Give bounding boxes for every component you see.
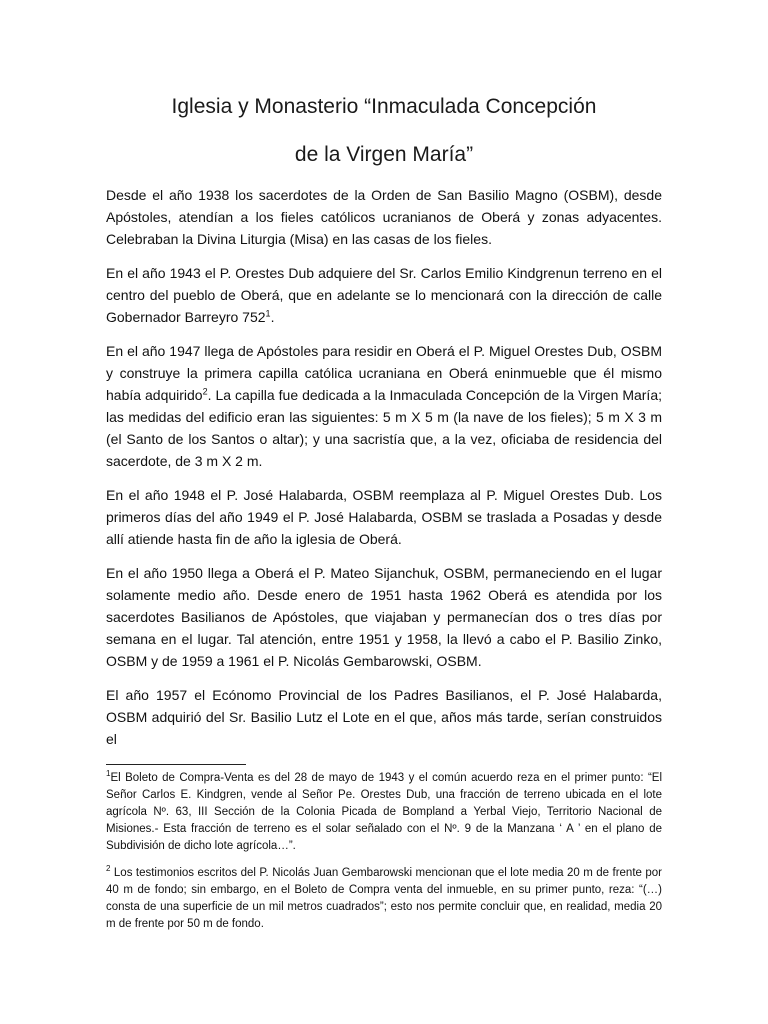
paragraph-2 [106, 262, 662, 328]
paragraph-text-tail: . La capilla fue dedicada a la Inmaculada Concepción de la Virgen María; las medidas del edificio eran las siguientes: 5 m X 5 m (la nave de los fieles); 5 m X 3 m (el Santo de los Santos o altar); y una sacristía que, a la vez, oficiaba de residencia del sacerdote, de 3 m X 2 m. [106, 387, 662, 469]
footnote-1 [106, 770, 662, 855]
footnote-ref-1[interactable]: 1 [265, 308, 271, 319]
footnotes [106, 770, 662, 943]
footnote-text: Los testimonios escritos del P. Nicolás Juan Gembarowski mencionan que el lote media 20 m de frente por 40 m de fondo; sin embargo, en el Boleto de Compra venta del inmueble, en su primer punto, reza: “(…) consta de una superficie de un mil metros cuadrados”; esto nos permite concluir que, en realidad, media 20 m de frente por 50 m de fondo. [106, 867, 662, 930]
paragraph-1 [106, 184, 662, 250]
paragraph-text: El año 1957 el Ecónomo Provincial de los Padres Basilianos, el P. José Halabarda, OSBM adquirió del Sr. Basilio Lutz el Lote en el que, años más tarde, serían construidos el [106, 687, 662, 747]
paragraph-3 [106, 340, 662, 472]
paragraph-text: En el año 1950 llega a Oberá el P. Mateo Sijanchuk, OSBM, permaneciendo en el lugar solamente medio año. Desde enero de 1951 hasta 1962 Oberá es atendida por los sacerdotes Basilianos de Apóstoles, que viajaban y permanecían dos o tres días por semana en el lugar. Tal atención, entre 1951 y 1958, la llevó a cabo el P. Basilio Zinko, OSBM y de 1959 a 1961 el P. Nicolás Gembarowski, OSBM. [106, 565, 662, 669]
paragraph-text-tail: . [270, 309, 275, 325]
document-title-line-2: de la Virgen María” [294, 143, 474, 166]
paragraph-4 [106, 484, 662, 550]
footnote-text: El Boleto de Compra-Venta es del 28 de mayo de 1943 y el común acuerdo reza en el primer punto: “El Señor Carlos E. Kindgren, vende al Señor Pe. Orestes Dub, una fracción de terreno ubicada en el lote agrícola Nº. 63, III Sección de la Colonia Picada de Bompland a Yerbal Viejo, Territorio Nacional de Misiones.- Esta fracción de terreno es el solar señalado con el Nº. 9 de la Manzana ‘ A ’ en el plano de Subdivisión de dicho lote agrícola…”. [106, 772, 662, 852]
footnote-separator [106, 764, 246, 765]
footnote-mark: 2 [106, 864, 111, 874]
footnote-2 [106, 865, 662, 933]
paragraph-text: En el año 1948 el P. José Halabarda, OSBM reemplaza al P. Miguel Orestes Dub. Los primeros días del año 1949 el P. José Halabarda, OSBM se traslada a Posadas y desde allí atiende hasta fin de año la iglesia de Oberá. [106, 487, 662, 547]
document-body [106, 184, 662, 762]
paragraph-text: En el año 1943 el P. Orestes Dub adquiere del Sr. Carlos Emilio Kindgrenun terreno en el centro del pueblo de Oberá, que en adelante se lo mencionará con la dirección de calle Gobernador Barreyro 752 [106, 265, 662, 325]
paragraph-5 [106, 562, 662, 672]
document-title-line-1: Iglesia y Monasterio “Inmaculada Concepción [171, 95, 597, 118]
paragraph-6 [106, 684, 662, 750]
footnote-ref-2[interactable]: 2 [202, 386, 208, 397]
paragraph-text: En el año 1947 llega de Apóstoles para residir en Oberá el P. Miguel Orestes Dub, OSBM y construye la primera capilla católica ucraniana en Oberá eninmueble que él mismo había adquirido [106, 343, 662, 403]
footnote-mark: 1 [106, 769, 111, 779]
paragraph-text: Desde el año 1938 los sacerdotes de la Orden de San Basilio Magno (OSBM), desde Apóstoles, atendían a los fieles católicos ucranianos de Oberá y zonas adyacentes. Celebraban la Divina Liturgia (Misa) en las casas de los fieles. [106, 187, 662, 247]
